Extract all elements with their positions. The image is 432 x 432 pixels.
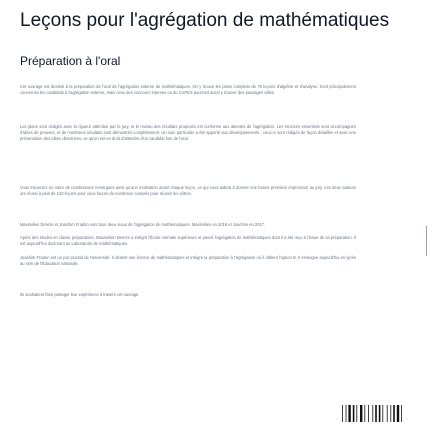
book-subtitle: Préparation à l'oral <box>20 54 121 68</box>
author-paragraph-2 <box>20 235 356 247</box>
author-paragraph-3 <box>20 255 356 267</box>
author-paragraph-4 <box>20 292 356 298</box>
paragraph-text: Cet ouvrage est destiné à la préparation de l'oral de l'agrégation externe de mathématiques. On y trouve les plans complets de 76 leçons d'algèbre et d'analyse. Sont principalement concernés les candidats à l'agrégation externe, mais ceux des concours internes ou du CAPES pourront aussi y trouver des passages utiles. <box>20 84 356 96</box>
author-paragraph-1 <box>20 222 356 228</box>
paragraph-text: Ils souhaitent faire partager leur expérience à travers cet ouvrage. <box>20 292 140 297</box>
paragraph-text: Joachim Fradon est un pur produit de l'université. Il obtient une licence de mathématiques et intègre la préparation à l'agrégation où il obtient l'option B. Il enseigne aujourd'hui en lycée au sein de l'Éducation nationale. <box>20 255 356 267</box>
description-paragraph-3 <box>20 185 356 197</box>
paragraph-text: Vous trouverez en outre de nombreuses remarques ainsi qu'une motivation avant chaque leçon, ce qui vous aidera à donner une bonne première impression au jury. Les deux auteurs ont réussi à plus de 120 leçons pour vous fournir de nombreux conseils pour réussir les vôtres. <box>20 185 356 197</box>
paragraph-text: Les plans sont rédigés avec la rigueur attendue par le jury, et le niveau des résultats proposés est conforme aux attentes de l'agrégation. Les énoncés essentiels sont accompagnés d'idées de preuves, et de nombreux résultats sont démontrés complètement. Un soin particulier a été apporté aux développements : ceux-ci sont rédigés de façon détaillée et avec une présentation des idées directrices, ce qu'on est en droit d'attendre d'un candidat lors de l'oral. <box>20 124 356 142</box>
paragraph-text: Maximilien Dereze et Joachim Fradon sont tous deux issus de l'agrégation de mathématiques. Maximilien en 2016 et Joachim en 2017. <box>20 222 266 227</box>
description-paragraph-2 <box>20 124 356 142</box>
paragraph-text: Après des études en classe préparatoire, Maximilien Dereze a intégré l'École normale supérieure et passé l'agrégation de mathématiques dont il a été reçu à l'issue de sa préparation. Il est aujourd'hui doctorant au Laboratoire de mathématiques. <box>20 235 356 247</box>
page-edge-mark <box>426 226 427 256</box>
description-paragraph-1 <box>20 84 356 96</box>
barcode-image <box>340 404 404 426</box>
book-title: Leçons pour l'agrégation de mathématiques <box>20 10 390 31</box>
